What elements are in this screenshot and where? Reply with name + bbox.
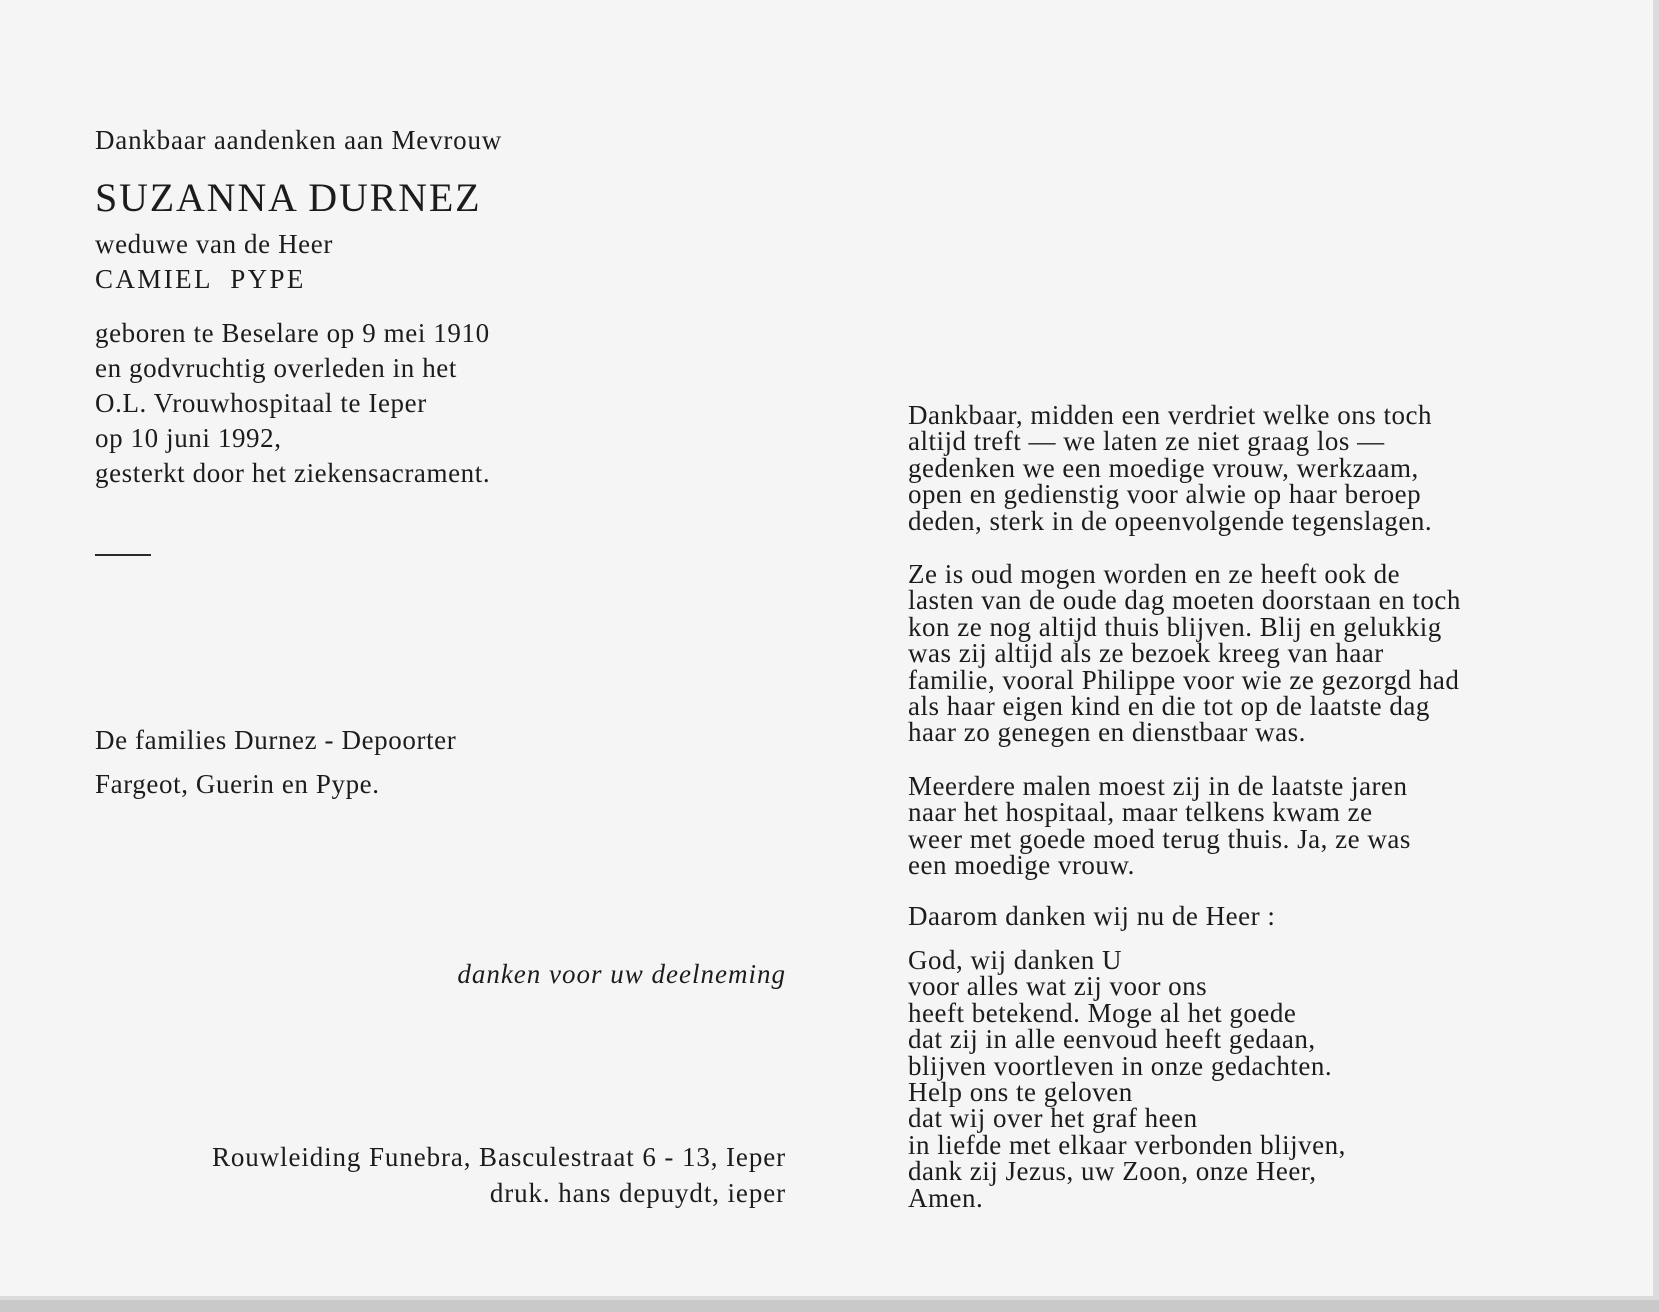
paragraph-hospital	[908, 773, 1628, 879]
text-line: lasten van de oude dag moeten doorstaan en toch	[908, 585, 1461, 616]
text-line: altijd treft — we laten ze niet graag los —	[908, 426, 1385, 457]
text-line: Meerdere malen moest zij in de laatste jaren	[908, 771, 1408, 801]
text-line: Ze is oud mogen worden en ze heeft ook de	[908, 559, 1401, 589]
text-line: haar zo genegen en dienstbaar was.	[908, 717, 1306, 748]
text-line: deden, sterk in de opeenvolgende tegenslagen.	[908, 505, 1433, 536]
death-date-line: op 10 juni 1992,	[95, 423, 282, 453]
text-line: een moedige vrouw.	[908, 850, 1135, 881]
text-line: dank zij Jezus, uw Zoon, onze Heer,	[908, 1156, 1317, 1187]
text-line: dat zij in alle eenvoud heeft gedaan,	[908, 1024, 1316, 1055]
birth-line: geboren te Beselare op 9 mei 1910	[95, 318, 490, 348]
death-place-line: O.L. Vrouwhospitaal te Ieper	[95, 388, 427, 418]
funeral-director-line: Rouwleiding Funebra, Basculestraat 6 - 13, Ieper	[211, 1142, 786, 1172]
card-bottom-edge	[0, 1300, 1659, 1312]
text-line: weer met goede moed terug thuis. Ja, ze was	[908, 823, 1411, 854]
text-line: blijven voortleven in onze gedachten.	[908, 1050, 1333, 1081]
text-line: kon ze nog altijd thuis blijven. Blij en gelukkig	[908, 611, 1442, 642]
text-line: in liefde met elkaar verbonden blijven,	[908, 1129, 1346, 1160]
husband-name: CAMIEL PYPE	[95, 264, 306, 294]
text-line: familie, vooral Philippe voor wie ze gezorgd had	[908, 664, 1460, 695]
text-line: Amen.	[908, 1182, 984, 1213]
paragraph-old-age	[908, 561, 1628, 746]
text-line: gedenken we een moedige vrouw, werkzaam,	[908, 452, 1419, 483]
text-line: Daarom danken wij nu de Heer :	[908, 901, 1276, 931]
text-line: heeft betekend. Moge al het goede	[908, 997, 1297, 1028]
text-line: als haar eigen kind en die tot op de laatste dag	[908, 691, 1430, 722]
widow-of-text: weduwe van de Heer	[95, 229, 333, 259]
prayer-intro	[908, 903, 1628, 929]
divider-line	[95, 554, 151, 556]
thanks-text: danken voor uw deelneming	[457, 959, 786, 989]
text-line: was zij altijd als ze bezoek kreeg van haar	[908, 638, 1384, 669]
text-line: Dankbaar, midden een verdriet welke ons toch	[908, 400, 1432, 430]
families-line: De families Durnez - Depoorter	[95, 725, 457, 755]
text-line: Help ons te geloven	[908, 1077, 1133, 1108]
text-line: naar het hospitaal, maar telkens kwam ze	[908, 797, 1373, 828]
text-line: open en gedienstig voor alwie op haar beroep	[908, 479, 1422, 510]
sacrament-line: gesterkt door het ziekensacrament.	[95, 458, 491, 488]
deceased-name: SUZANNA DURNEZ	[95, 175, 482, 220]
printer-line: druk. hans depuydt, ieper	[489, 1178, 786, 1208]
text-line: voor alles wat zij voor ons	[908, 971, 1208, 1002]
text-line: dat wij over het graf heen	[908, 1103, 1198, 1134]
text-line: God, wij danken U	[908, 945, 1122, 975]
greeting-text: Dankbaar aandenken aan Mevrouw	[95, 125, 503, 155]
families-line: Fargeot, Guerin en Pype.	[95, 769, 380, 799]
prayer-text	[908, 947, 1628, 1211]
death-line: en godvruchtig overleden in het	[95, 353, 457, 383]
paragraph-gratitude	[908, 402, 1628, 534]
